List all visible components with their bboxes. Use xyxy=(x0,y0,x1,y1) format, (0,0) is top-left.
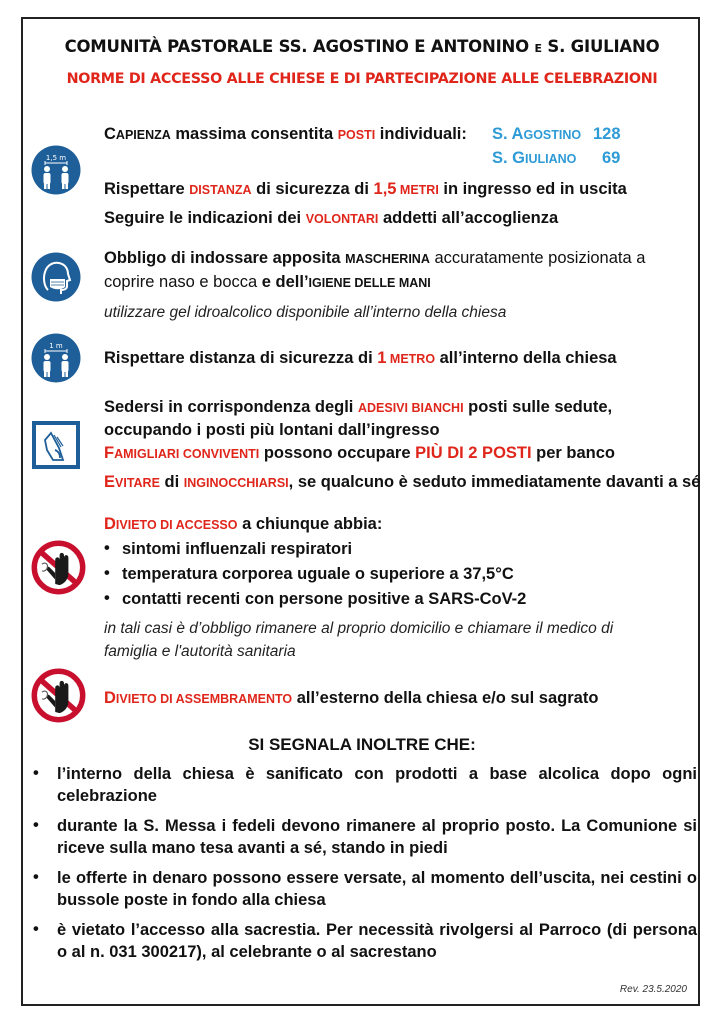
also-heading: SI SEGNALA INOLTRE CHE: xyxy=(248,735,476,754)
kneeling-rule: EVITARE di INGINOCCHIARSI, se qualcuno è seduto immediatamente davanti a sé xyxy=(104,473,701,491)
bullet: • xyxy=(104,564,110,582)
page-subtitle: NORME DI ACCESSO ALLE CHIESE E DI PARTECIPAZIONE ALLE CELEBRAZIONI xyxy=(66,71,658,87)
no-access-note-line2: famiglia e l'autorità sanitaria xyxy=(104,643,296,660)
distance-entry-rule: Rispettare DISTANZA di sicurezza di 1,5 METRI in ingresso ed in uscita xyxy=(104,180,627,198)
page-title: COMUNITÀ PASTORALE SS. AGOSTINO E ANTONINO E S. GIULIANO xyxy=(64,37,660,56)
mask-rule-line2: coprire naso e bocca e dell’IGIENE DELLE MANI xyxy=(104,273,431,291)
face-mask-icon xyxy=(31,252,81,302)
hand-gel-note: utilizzare gel idroalcolico disponibile all’interno della chiesa xyxy=(104,304,507,321)
bullet: • xyxy=(33,764,39,782)
family-seating-rule: FAMIGLIARI CONVIVENTI possono occupare PIÙ DI 2 POSTI per banco xyxy=(104,444,616,462)
bullet: • xyxy=(33,816,39,834)
distance-one-meter-icon xyxy=(31,333,81,383)
also-item: le offerte in denaro possono essere versate, al momento dell’uscita, nei cestini o bussole poste in fondo alla chiesa xyxy=(57,869,697,909)
capacity-line: CAPIENZA massima consentita POSTI individuali: xyxy=(104,125,467,143)
capacity-sant-agostino: S. AGOSTINO xyxy=(492,125,582,143)
no-access-item: temperatura corporea uguale o superiore a 37,5°C xyxy=(122,565,514,583)
no-access-heading: DIVIETO DI ACCESSO a chiunque abbia: xyxy=(104,515,383,533)
social-distance-icon xyxy=(31,145,81,195)
also-item: l’interno della chiesa è sanificato con prodotti a base alcolica dopo ogni celebrazione xyxy=(57,765,697,805)
bullet: • xyxy=(33,920,39,938)
also-item: durante la S. Messa i fedeli devono rimanere al proprio posto. La Comunione si riceve sulla mano tesa avanti a sé, stando in piedi xyxy=(57,817,697,857)
mask-rule-line1: Obbligo di indossare apposita MASCHERINA accuratamente posizionata a xyxy=(104,249,646,267)
no-gathering-rule: DIVIETO DI ASSEMBRAMENTO all’esterno della chiesa e/o sul sagrato xyxy=(104,689,599,707)
capacity-san-giuliano: S. GIULIANO xyxy=(492,149,577,167)
volunteers-rule: Seguire le indicazioni dei VOLONTARI addetti all’accoglienza xyxy=(104,209,559,227)
no-access-item: contatti recenti con persone positive a SARS-CoV-2 xyxy=(122,590,527,608)
bullet: • xyxy=(33,868,39,886)
bullet: • xyxy=(104,589,110,607)
svg-text:1 m: 1 m xyxy=(49,342,63,350)
bullet: • xyxy=(104,539,110,557)
capacity-sant-agostino-seats: 128 xyxy=(593,125,621,143)
no-access-item: sintomi influenzali respiratori xyxy=(122,540,353,558)
revision-note: Rev. 23.5.2020 xyxy=(619,984,687,995)
seating-rule-line2: occupando i posti più lontani dall’ingresso xyxy=(104,421,440,439)
seating-rule-line1: Sedersi in corrispondenza degli ADESIVI BIANCHI posti sulle sedute, xyxy=(104,398,613,416)
also-item: è vietato l’accesso alla sacrestia. Per necessità rivolgersi al Parroco (di persona o al n. 031 300217), al celebrante o al sacrestano xyxy=(57,921,697,961)
no-access-note-line1: in tali casi è d’obbligo rimanere al proprio domicilio e chiamare il medico di xyxy=(104,620,614,637)
distance-inside-rule: Rispettare distanza di sicurezza di 1 METRO all’interno della chiesa xyxy=(104,349,617,367)
capacity-san-giuliano-seats: 69 xyxy=(602,149,621,167)
svg-text:1,5 m: 1,5 m xyxy=(45,154,67,162)
no-entry-hand-icon xyxy=(31,540,86,595)
praying-hands-icon xyxy=(31,420,81,470)
no-gathering-hand-icon xyxy=(31,668,86,723)
